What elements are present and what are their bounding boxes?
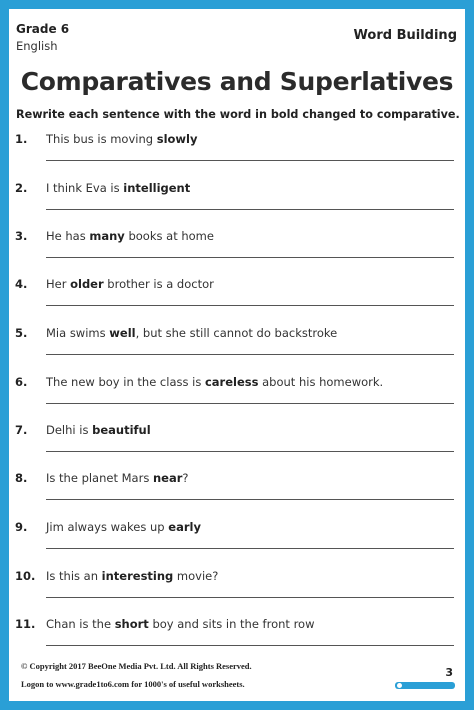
question-sentence: The new boy in the class is careless about his homework.: [46, 375, 384, 389]
answer-line[interactable]: [46, 499, 454, 500]
bold-word: short: [114, 617, 149, 631]
question-sentence: Delhi is beautiful: [46, 423, 151, 437]
question-sentence: Is this an interesting movie?: [46, 569, 219, 583]
question-sentence: He has many books at home: [46, 229, 214, 243]
question-item: [9, 520, 465, 560]
question-sentence: Is the planet Mars near?: [46, 471, 189, 485]
question-number: 11.: [15, 617, 36, 631]
question-number: 6.: [15, 375, 28, 389]
question-number: 3.: [15, 229, 28, 243]
answer-line[interactable]: [46, 257, 454, 258]
question-item: [9, 277, 465, 317]
question-item: [9, 617, 465, 657]
answer-line[interactable]: [46, 548, 454, 549]
page-title: Comparatives and Superlatives: [20, 67, 454, 96]
answer-line[interactable]: [46, 209, 454, 210]
website-text: Logon to www.grade1to6.com for 1000's of useful worksheets.: [21, 679, 245, 689]
question-number: 7.: [15, 423, 28, 437]
page-number: 3: [445, 666, 453, 679]
copyright-text: © Copyright 2017 BeeOne Media Pvt. Ltd. All Rights Reserved.: [21, 661, 252, 671]
question-sentence: Her older brother is a doctor: [46, 277, 214, 291]
question-sentence: Jim always wakes up early: [46, 520, 201, 534]
question-item: [9, 569, 465, 609]
question-item: [9, 375, 465, 415]
bold-word: interesting: [101, 569, 174, 583]
bold-word: careless: [204, 375, 259, 389]
question-number: 1.: [15, 132, 28, 146]
answer-line[interactable]: [46, 451, 454, 452]
question-number: 4.: [15, 277, 28, 291]
answer-line[interactable]: [46, 597, 454, 598]
question-number: 8.: [15, 471, 28, 485]
website-logo-icon: [395, 682, 455, 689]
instruction-text: Rewrite each sentence with the word in bold changed to comparative.: [16, 108, 460, 121]
answer-line[interactable]: [46, 645, 454, 646]
question-sentence: Mia swims well, but she still cannot do backstroke: [46, 326, 338, 340]
question-item: [9, 229, 465, 269]
bold-word: early: [168, 520, 201, 534]
question-item: [9, 423, 465, 463]
question-number: 9.: [15, 520, 28, 534]
grade-label: Grade 6: [16, 22, 70, 36]
worksheet-page: [9, 9, 465, 701]
bold-word: beautiful: [92, 423, 151, 437]
answer-line[interactable]: [46, 354, 454, 355]
answer-line[interactable]: [46, 403, 454, 404]
bold-word: intelligent: [123, 181, 191, 195]
question-item: [9, 181, 465, 221]
question-sentence: I think Eva is intelligent: [46, 181, 191, 195]
question-sentence: This bus is moving slowly: [46, 132, 198, 146]
bold-word: many: [89, 229, 125, 243]
question-number: 5.: [15, 326, 28, 340]
question-item: [9, 132, 465, 172]
bold-word: slowly: [156, 132, 198, 146]
answer-line[interactable]: [46, 160, 454, 161]
question-number: 10.: [15, 569, 36, 583]
question-sentence: Chan is the short boy and sits in the front row: [46, 617, 315, 631]
topic-label: Word Building: [353, 28, 457, 43]
subject-label: English: [16, 39, 58, 53]
question-number: 2.: [15, 181, 28, 195]
bold-word: older: [70, 277, 104, 291]
bold-word: near: [152, 471, 183, 485]
question-item: [9, 471, 465, 511]
bold-word: well: [109, 326, 136, 340]
question-item: [9, 326, 465, 366]
answer-line[interactable]: [46, 305, 454, 306]
